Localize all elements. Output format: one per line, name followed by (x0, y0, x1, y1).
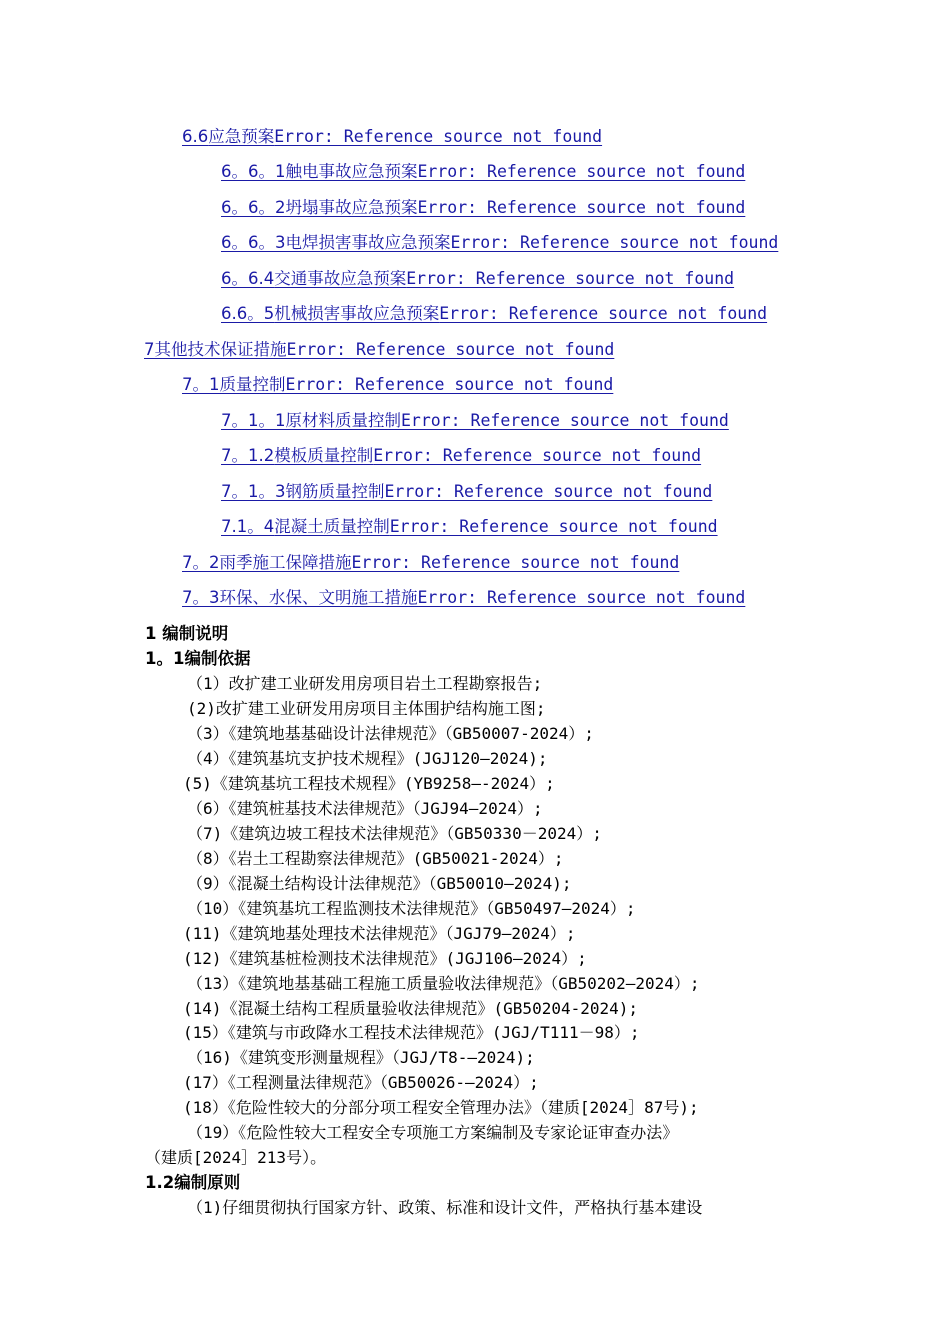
basis-item-continuation: （建质[2024］213号）。 (145, 1148, 327, 1167)
basis-item: (5)《建筑基坑工程技术规程》(YB9258—-2024）; (183, 774, 555, 793)
toc-title: 其他技术保证措施 (154, 340, 287, 359)
toc-number: 7.1。4 (221, 517, 275, 536)
toc-link[interactable] (221, 482, 712, 501)
toc-reference: Error: Reference source not found (351, 553, 680, 572)
toc-link[interactable] (182, 588, 745, 607)
toc-title: 质量控制 (219, 375, 286, 394)
toc-entry[interactable] (182, 587, 745, 609)
toc-reference: Error: Reference source not found (417, 162, 746, 181)
toc-link[interactable] (221, 198, 745, 217)
toc-title: 模板质量控制 (274, 446, 374, 465)
toc-number: 7。2 (182, 553, 220, 572)
toc-reference: Error: Reference source not found (274, 127, 603, 146)
toc-entry[interactable] (182, 374, 613, 396)
toc-link[interactable] (221, 304, 767, 323)
toc-number: 6.6 (182, 127, 209, 146)
toc-number: 6.6。5 (221, 304, 275, 323)
toc-reference: Error: Reference source not found (286, 340, 615, 359)
toc-reference: Error: Reference source not found (406, 269, 735, 288)
toc-title: 应急预案 (208, 127, 275, 146)
toc-reference: Error: Reference source not found (401, 411, 729, 430)
toc-number: 7 (144, 340, 155, 359)
basis-item: （4）《建筑基坑支护技术规程》(JGJ120—2024); (187, 749, 548, 768)
toc-title: 雨季施工保障措施 (219, 553, 352, 572)
basis-item: （1）改扩建工业研发用房项目岩土工程勘察报告; (187, 674, 543, 693)
principle-item: （1)仔细贯彻执行国家方针、政策、标准和设计文件，严格执行基本建设 (187, 1198, 703, 1217)
toc-number: 6。6。2 (221, 198, 286, 217)
subsection-heading: 1.2编制原则 (145, 1173, 241, 1192)
toc-entry[interactable] (182, 552, 679, 574)
basis-item: （3）《建筑地基基础设计法律规范》（GB50007-2024）; (187, 724, 594, 743)
toc-entry[interactable] (221, 232, 778, 254)
toc-title: 机械损害事故应急预案 (274, 304, 440, 323)
toc-entry[interactable] (221, 197, 745, 219)
toc-entry[interactable] (221, 481, 712, 503)
toc-entry[interactable] (221, 303, 767, 325)
toc-link[interactable] (221, 233, 778, 252)
toc-reference: Error: Reference source not found (373, 446, 702, 465)
basis-item: （13）《建筑地基基础工程施工质量验收法律规范》（GB50202—2024）; (187, 974, 700, 993)
subsection-heading: 1。1编制依据 (145, 649, 251, 668)
toc-link[interactable] (221, 411, 729, 430)
toc-title: 原材料质量控制 (285, 411, 401, 430)
toc-entry[interactable] (182, 126, 602, 148)
basis-item: (17）《工程测量法律规范》（GB50026-—2024）; (183, 1073, 539, 1092)
basis-item: (11)《建筑地基处理技术法律规范》（JGJ79—2024）; (183, 924, 576, 943)
basis-item: （8）《岩土工程勘察法律规范》(GB50021-2024）; (187, 849, 564, 868)
toc-link[interactable] (144, 340, 614, 359)
basis-item: （9）《混凝土结构设计法律规范》（GB50010—2024); (187, 874, 572, 893)
toc-reference: Error: Reference source not found (417, 588, 746, 607)
toc-number: 7。3 (182, 588, 220, 607)
basis-item: (2)改扩建工业研发用房项目主体围护结构施工图; (187, 699, 546, 718)
toc-number: 6。6。1 (221, 162, 286, 181)
basis-item: （19）《危险性较大工程安全专项施工方案编制及专家论证审查办法》 (187, 1123, 679, 1142)
basis-item: (12)《建筑基桩检测技术法律规范》(JGJ106—2024）; (183, 949, 587, 968)
basis-item: （16)《建筑变形测量规程》（JGJ/T8-—2024); (187, 1048, 535, 1067)
toc-link[interactable] (182, 553, 679, 572)
basis-item: （10）《建筑基坑工程监测技术法律规范》（GB50497—2024）; (187, 899, 636, 918)
basis-item: (18）《危险性较大的分部分项工程安全管理办法》（建质[2024］87号); (183, 1098, 699, 1117)
toc-number: 6。6。3 (221, 233, 286, 252)
basis-item: (15）《建筑与市政降水工程技术法律规范》(JGJ/T111－98）; (183, 1023, 640, 1042)
toc-entry[interactable] (221, 268, 734, 290)
toc-number: 7。1。1 (221, 411, 286, 430)
toc-number: 7。1。3 (221, 482, 286, 501)
basis-item: （7)《建筑边坡工程技术法律规范》（GB50330－2024）; (187, 824, 602, 843)
toc-link[interactable] (182, 127, 602, 146)
toc-reference: Error: Reference source not found (417, 198, 746, 217)
toc-reference: Error: Reference source not found (389, 517, 718, 536)
toc-title: 环保、水保、文明施工措施 (219, 588, 418, 607)
toc-number: 7。1 (182, 375, 220, 394)
toc-link[interactable] (221, 446, 701, 465)
toc-link[interactable] (221, 269, 734, 288)
toc-entry[interactable] (221, 161, 745, 183)
basis-item: (14)《混凝土结构工程质量验收法律规范》(GB50204-2024); (183, 999, 639, 1018)
toc-title: 触电事故应急预案 (285, 162, 418, 181)
toc-reference: Error: Reference source not found (439, 304, 768, 323)
toc-entry[interactable] (221, 410, 729, 432)
toc-link[interactable] (221, 517, 718, 536)
toc-reference: Error: Reference source not found (285, 375, 614, 394)
toc-entry[interactable] (221, 445, 701, 467)
toc-link[interactable] (221, 162, 745, 181)
toc-number: 7。1.2 (221, 446, 275, 465)
toc-title: 混凝土质量控制 (274, 517, 390, 536)
basis-item: （6）《建筑桩基技术法律规范》（JGJ94—2024）; (187, 799, 543, 818)
section-heading: 1 编制说明 (145, 624, 229, 643)
toc-title: 钢筋质量控制 (285, 482, 385, 501)
toc-link[interactable] (182, 375, 613, 394)
toc-reference: Error: Reference source not found (450, 233, 779, 252)
toc-title: 坍塌事故应急预案 (285, 198, 418, 217)
toc-title: 交通事故应急预案 (274, 269, 407, 288)
toc-title: 电焊损害事故应急预案 (285, 233, 451, 252)
toc-number: 6。6.4 (221, 269, 275, 288)
toc-entry[interactable] (144, 339, 614, 361)
toc-entry[interactable] (221, 516, 718, 538)
toc-reference: Error: Reference source not found (384, 482, 713, 501)
